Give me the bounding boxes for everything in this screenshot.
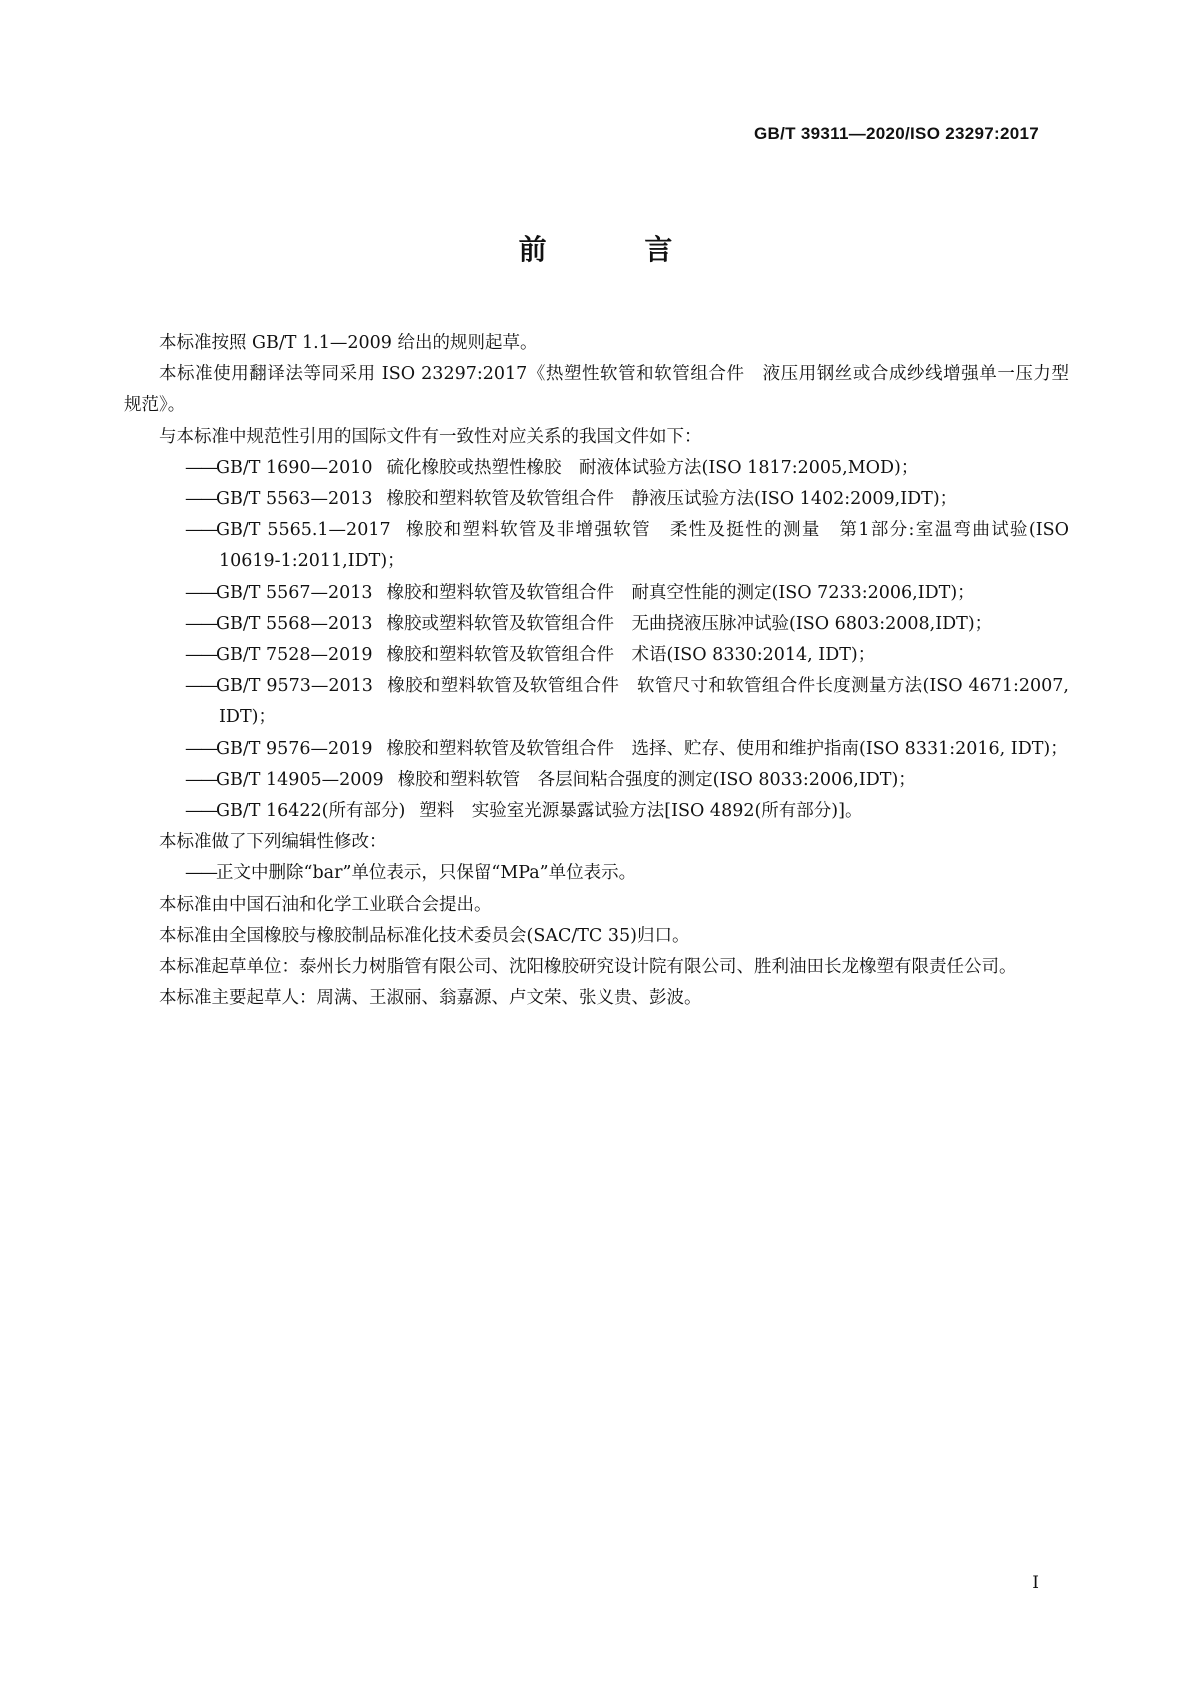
reference-code: GB/T 16422(所有部分)	[216, 801, 406, 822]
reference-title: 橡胶和塑料软管及非增强软管 柔性及挺性的测量 第1部分:室温弯曲试验(ISO 10619-1:2011,IDT)；	[219, 520, 1069, 572]
reference-title: 橡胶和塑料软管及软管组合件 静液压试验方法(ISO 1402:2009,IDT)；	[386, 489, 958, 510]
list-dash: ——	[185, 863, 216, 884]
reference-code: GB/T 9573—2013	[216, 676, 373, 697]
paragraph-adoption: 本标准使用翻译法等同采用 ISO 23297:2017《热塑性软管和软管组合件 液压用钢丝或合成纱线增强单一压力型 规范》。	[124, 364, 1087, 416]
reference-title: 橡胶和塑料软管及软管组合件 选择、贮存、使用和维护指南(ISO 8331:2016, IDT)；	[386, 738, 1068, 759]
paragraph-editorial-intro: 本标准做了下列编辑性修改：	[159, 832, 387, 853]
reference-title: 橡胶或塑料软管及软管组合件 无曲挠液压脉冲试验(ISO 6803:2008,IDT)；	[386, 613, 993, 634]
list-dash: ——	[185, 582, 216, 603]
reference-code: GB/T 1690—2010	[216, 457, 373, 478]
list-dash: ——	[185, 489, 216, 510]
paragraph-drafting-organizations: 本标准起草单位：泰州长力树脂管有限公司、沈阳橡胶研究设计院有限公司、胜利油田长龙橡塑有限责任公司。	[159, 957, 1017, 978]
standard-number: GB/T 39311—2020/ISO 23297:2017	[754, 124, 1039, 143]
reference-title: 橡胶和塑料软管及软管组合件 软管尺寸和软管组合件长度测量方法(ISO 4671:2007, IDT)；	[219, 676, 1069, 728]
reference-item	[124, 640, 1069, 671]
reference-code: GB/T 7528—2019	[216, 645, 373, 666]
paragraph-references-intro: 与本标准中规范性引用的国际文件有一致性对应关系的我国文件如下：	[159, 426, 702, 447]
reference-title: 硫化橡胶或热塑性橡胶 耐液体试验方法(ISO 1817:2005,MOD)；	[386, 457, 919, 478]
document-body	[124, 328, 1087, 1014]
list-dash: ——	[185, 520, 216, 541]
paragraph-drafters: 本标准主要起草人：周满、王淑丽、翁嘉源、卢文荣、张义贵、彭波。	[159, 988, 702, 1009]
editorial-text: 正文中删除“bar”单位表示，只保留“MPa”单位表示。	[216, 863, 637, 884]
list-dash: ——	[185, 801, 216, 822]
reference-code: GB/T 9576—2019	[216, 738, 373, 759]
reference-item	[124, 796, 1069, 827]
reference-title: 橡胶和塑料软管 各层间粘合强度的测定(ISO 8033:2006,IDT)；	[397, 769, 916, 790]
reference-item	[124, 734, 1069, 765]
reference-code: GB/T 5565.1—2017	[216, 520, 391, 541]
list-dash: ——	[185, 645, 216, 666]
paragraph-centralized-by: 本标准由全国橡胶与橡胶制品标准化技术委员会(SAC/TC 35)归口。	[159, 925, 690, 946]
list-dash: ——	[185, 738, 216, 759]
reference-item	[124, 609, 1069, 640]
reference-item	[124, 578, 1069, 609]
page-title: 前 言	[518, 233, 717, 266]
page-number: I	[1032, 1573, 1039, 1593]
paragraph-proposed-by: 本标准由中国石油和化学工业联合会提出。	[159, 894, 492, 915]
list-dash: ——	[185, 676, 216, 697]
reference-code: GB/T 5563—2013	[216, 489, 373, 510]
reference-code: GB/T 14905—2009	[216, 769, 384, 790]
list-dash: ——	[185, 613, 216, 634]
reference-item	[124, 515, 1069, 577]
reference-item	[124, 484, 1069, 515]
list-dash: ——	[185, 457, 216, 478]
reference-item	[124, 671, 1069, 733]
reference-code: GB/T 5568—2013	[216, 613, 373, 634]
reference-item	[124, 453, 1069, 484]
reference-item	[124, 765, 1069, 796]
list-dash: ——	[185, 769, 216, 790]
editorial-item	[124, 858, 1069, 889]
paragraph-drafting-rules: 本标准按照 GB/T 1.1—2009 给出的规则起草。	[159, 333, 538, 353]
reference-title: 塑料 实验室光源暴露试验方法[ISO 4892(所有部分)]。	[419, 801, 863, 822]
reference-title: 橡胶和塑料软管及软管组合件 术语(ISO 8330:2014, IDT)；	[386, 645, 876, 666]
reference-title: 橡胶和塑料软管及软管组合件 耐真空性能的测定(ISO 7233:2006,IDT)；	[386, 582, 975, 603]
reference-code: GB/T 5567—2013	[216, 582, 373, 603]
